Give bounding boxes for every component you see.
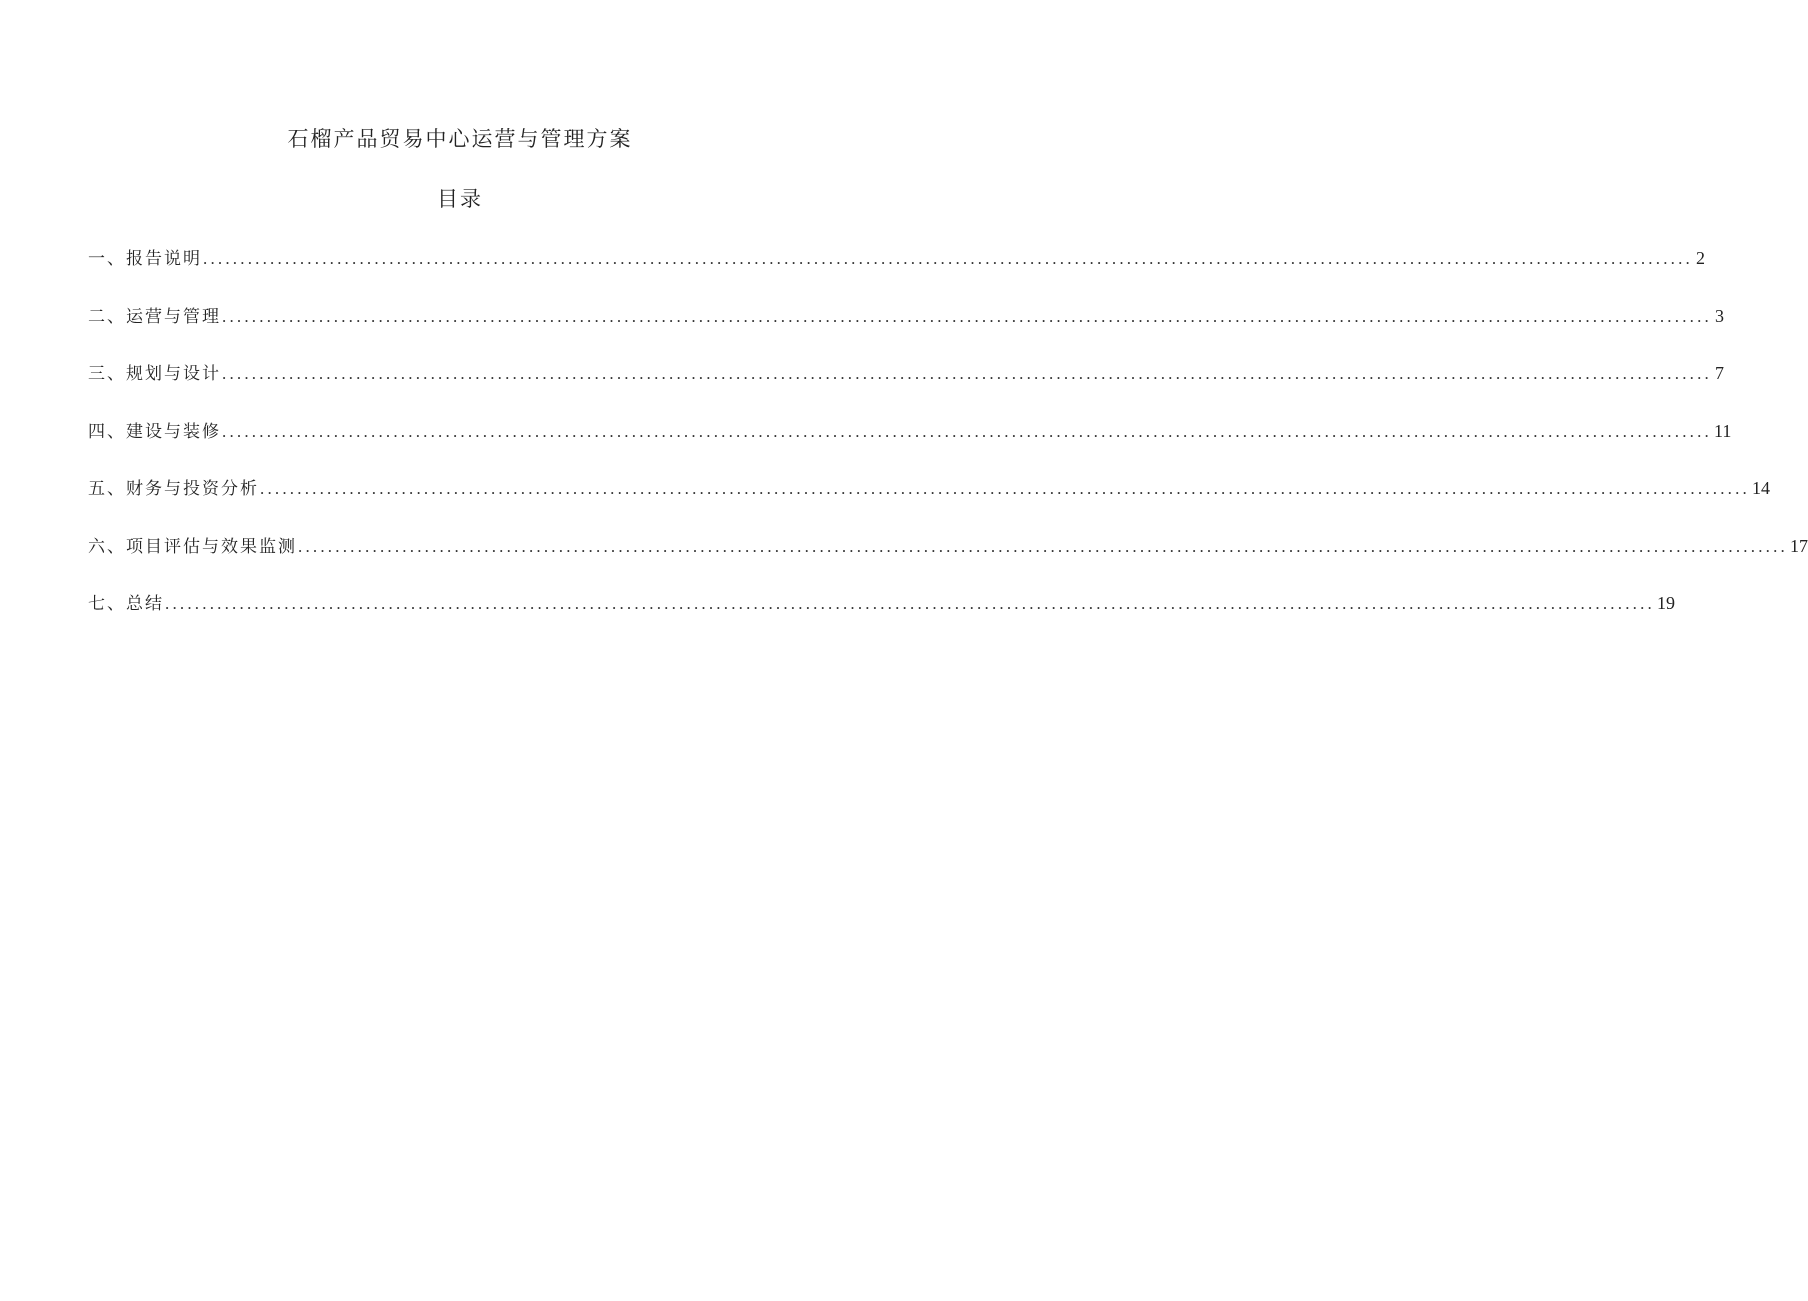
toc-page-number: 19 bbox=[1657, 593, 1675, 613]
toc-entry-label: 三、规划与设计 bbox=[88, 364, 221, 384]
toc-page-number: 17 bbox=[1790, 535, 1808, 556]
toc-dot-leader: ........................................................................................................................................................................................................ bbox=[203, 249, 1693, 268]
toc-dot-leader: ........................................................................................................................................................................................................ bbox=[222, 364, 1712, 383]
toc-entry-label: 一、报告说明 bbox=[88, 249, 202, 269]
toc-entry-4[interactable] bbox=[88, 416, 1732, 474]
toc-entry-label: 五、财务与投资分析 bbox=[88, 479, 259, 499]
toc-page-number: 11 bbox=[1714, 420, 1732, 441]
toc-entry-3[interactable] bbox=[88, 358, 1724, 416]
toc-entry-label: 七、总结 bbox=[88, 594, 164, 614]
toc-entry-2[interactable] bbox=[88, 301, 1724, 359]
toc-page-number: 7 bbox=[1715, 363, 1724, 383]
document-title: 石榴产品贸易中心运营与管理方案 bbox=[287, 127, 633, 151]
toc-dot-leader: ........................................................................................................................................................................................................ bbox=[165, 594, 1655, 613]
toc-entry-label: 四、建设与装修 bbox=[88, 421, 221, 442]
toc-entry-1[interactable] bbox=[88, 243, 1705, 301]
toc-entry-5[interactable] bbox=[88, 473, 1770, 531]
toc-page-number: 2 bbox=[1696, 248, 1705, 268]
table-of-contents bbox=[88, 243, 1808, 646]
toc-dot-leader: ........................................................................................................................................................................................................ bbox=[298, 536, 1788, 556]
toc-entry-6[interactable] bbox=[88, 531, 1808, 589]
toc-dot-leader: ........................................................................................................................................................................................................ bbox=[222, 306, 1712, 326]
toc-page-number: 3 bbox=[1715, 305, 1724, 326]
toc-heading: 目录 bbox=[437, 187, 483, 211]
toc-entry-label: 二、运营与管理 bbox=[88, 306, 221, 327]
toc-entry-label: 六、项目评估与效果监测 bbox=[88, 536, 297, 557]
toc-dot-leader: ........................................................................................................................................................................................................ bbox=[260, 479, 1750, 498]
toc-page-number: 14 bbox=[1752, 478, 1770, 498]
toc-entry-7[interactable] bbox=[88, 588, 1675, 646]
toc-dot-leader: ........................................................................................................................................................................................................ bbox=[222, 421, 1712, 441]
